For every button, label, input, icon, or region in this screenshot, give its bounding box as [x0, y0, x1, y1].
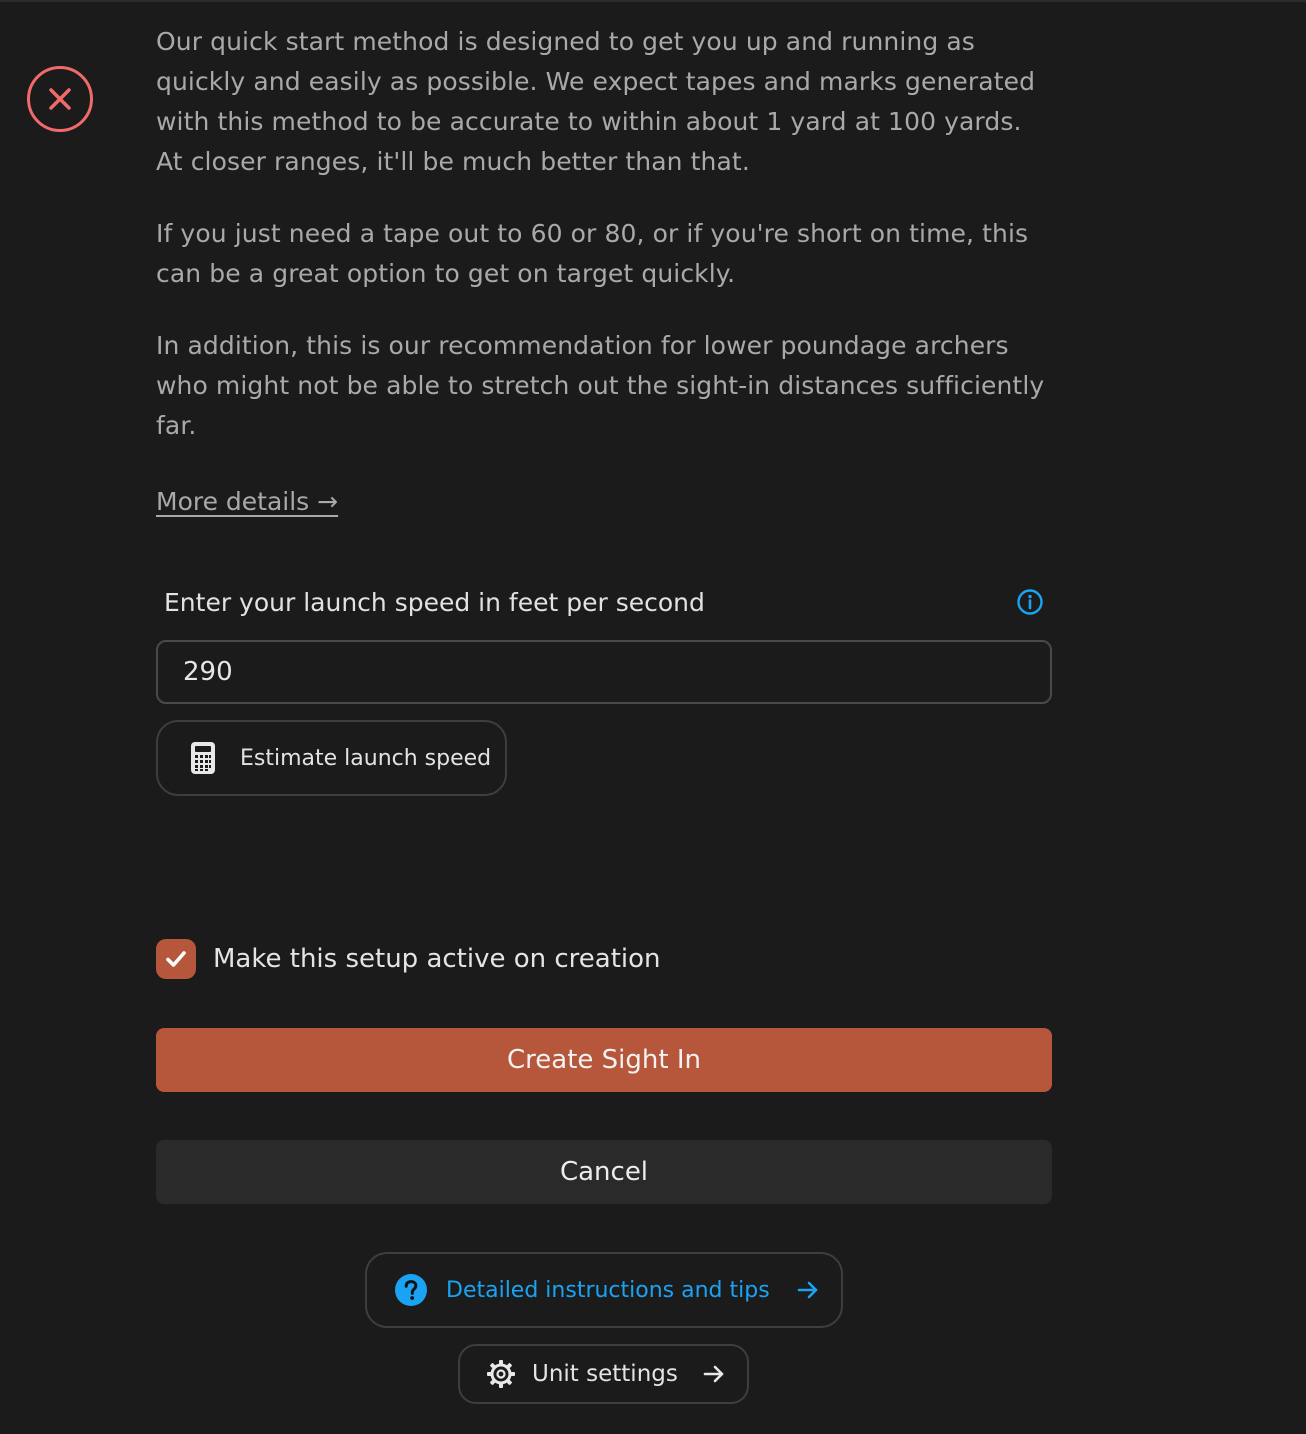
arrow-right-icon	[702, 1362, 726, 1386]
unit-settings-label: Unit settings	[532, 1361, 678, 1387]
checkmark-icon	[163, 946, 189, 972]
create-sight-in-button[interactable]: Create Sight In	[156, 1028, 1052, 1092]
close-icon	[47, 86, 73, 112]
launch-speed-input[interactable]	[156, 640, 1052, 704]
detailed-instructions-button[interactable]	[365, 1252, 843, 1328]
launch-speed-label: Enter your launch speed in feet per second	[164, 587, 705, 617]
launch-speed-label-row	[156, 582, 1052, 622]
intro-paragraph-1: Our quick start method is designed to get you up and running as quickly and easily as possible. We expect tapes and marks generated with this method to be accurate to within about 1 yard at 100 yards. At closer ranges, it'll be much better than that.	[156, 27, 1036, 176]
active-on-creation-row	[156, 938, 661, 980]
detailed-instructions-label: Detailed instructions and tips	[446, 1277, 770, 1303]
unit-settings-button[interactable]	[458, 1344, 749, 1404]
active-on-creation-checkbox[interactable]	[156, 939, 196, 979]
info-icon[interactable]	[1016, 588, 1044, 616]
intro-paragraph-2: If you just need a tape out to 60 or 80, or if you're short on time, this can be a great option to get on target quickly.	[156, 219, 1029, 288]
question-circle-icon	[394, 1273, 428, 1307]
close-button[interactable]	[27, 66, 93, 132]
intro-section	[156, 22, 1052, 522]
active-on-creation-label: Make this setup active on creation	[213, 944, 661, 974]
gear-icon	[486, 1359, 516, 1389]
more-details-link[interactable]: More details →	[156, 487, 339, 516]
calculator-icon	[188, 741, 218, 775]
top-divider	[0, 0, 1306, 2]
intro-paragraph-3: In addition, this is our recommendation for lower poundage archers who might not be able to stretch out the sight-in distances sufficiently far.	[156, 331, 1045, 440]
estimate-launch-speed-button[interactable]	[156, 720, 507, 796]
estimate-launch-speed-label: Estimate launch speed	[240, 745, 492, 771]
cancel-button[interactable]: Cancel	[156, 1140, 1052, 1204]
arrow-right-icon	[796, 1278, 820, 1302]
